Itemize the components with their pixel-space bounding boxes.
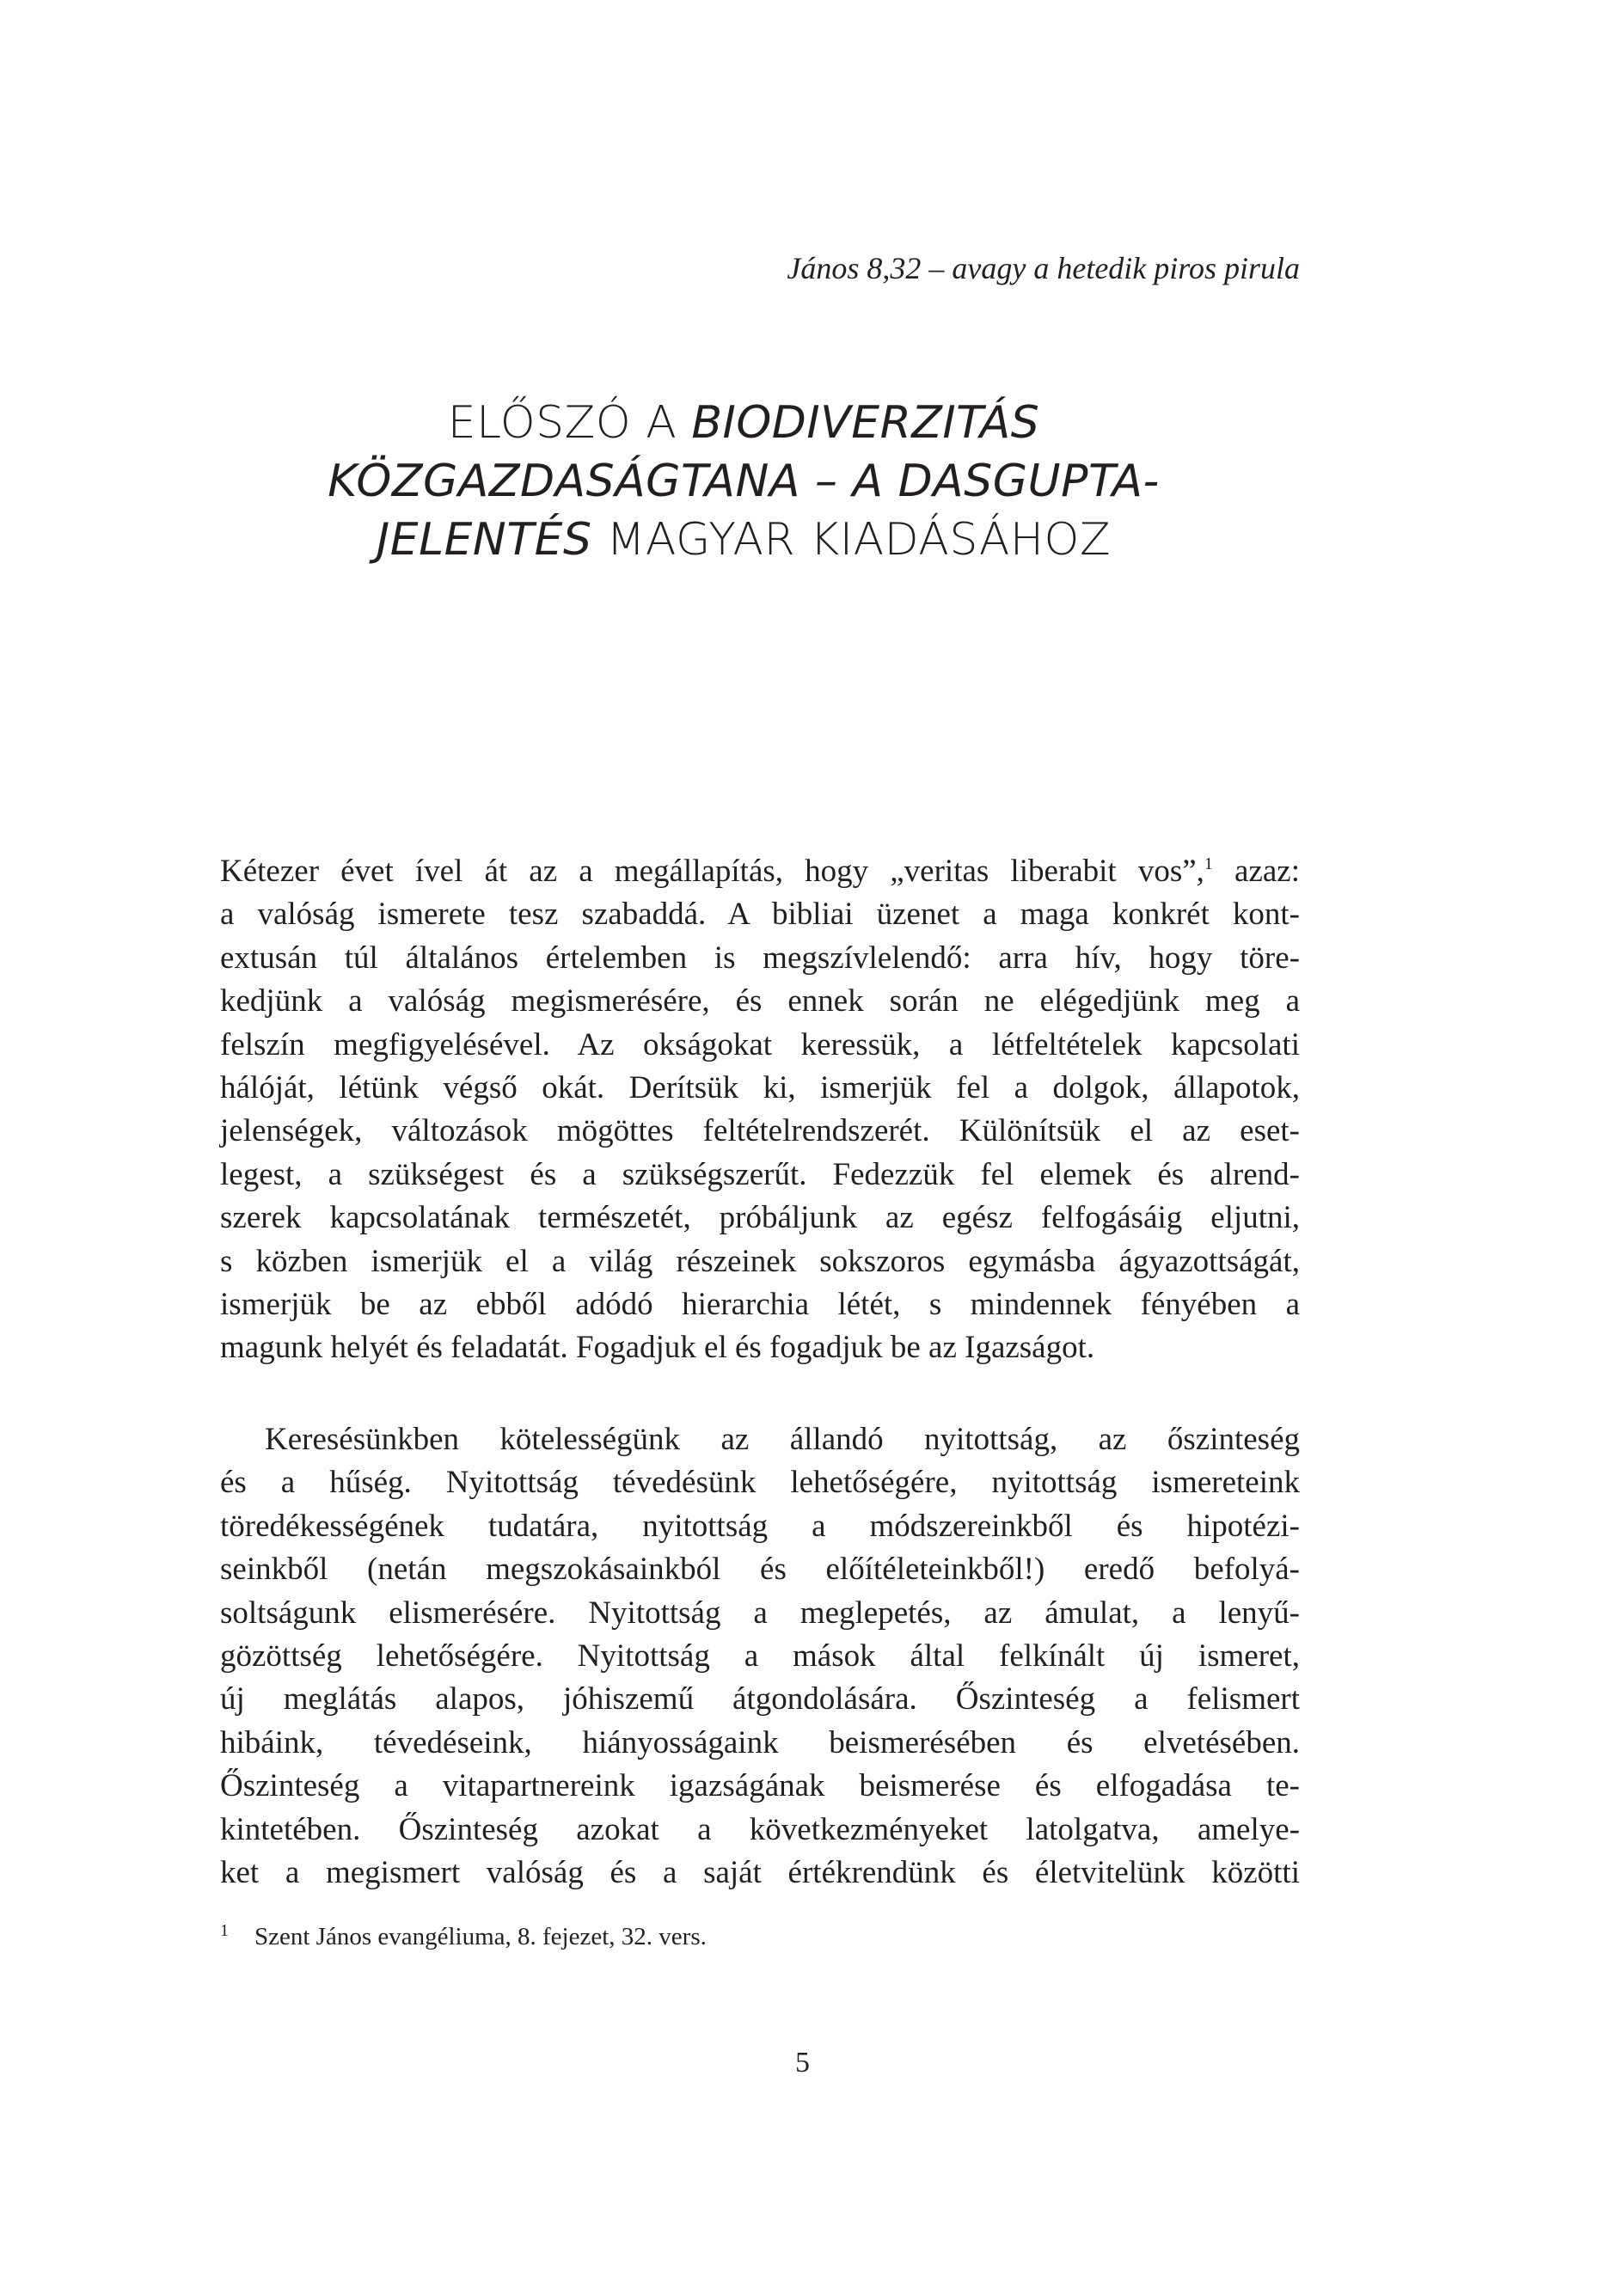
body-text [220,850,1300,1895]
paragraph-2 [220,1418,1300,1895]
page-number: 5 [795,2047,810,2079]
paragraph-line: felszín megfigyelésével. Az okságokat keressük, a létfeltételek kapcsolati [220,1026,1300,1062]
paragraph-line: új meglátás alapos, jóhiszemű átgondolására. Őszinteség a felismert [220,1681,1300,1717]
paragraph-line: Keresésünkben kötelességünk az állandó nyitottság, az őszinteség [265,1421,1300,1457]
title-line-1 [258,394,1229,452]
paragraph-line: kedjünk a valóság megismerésére, és ennek során ne elégedjünk meg a [220,983,1300,1019]
title-line-1-italic: BIODIVERZITÁS [691,397,1040,449]
paragraph-line [220,850,1300,893]
paragraph-1 [220,850,1300,1370]
title-line-2: KÖZGAZDASÁGTANA – A DASGUPTA- [328,456,1160,507]
paragraph-line: soltságunk elismerésére. Nyitottság a meglepetés, az ámulat, a lenyű- [220,1595,1300,1631]
paragraph-line: kintetében. Őszinteség azokat a következményeket latolgatva, amelye- [220,1811,1300,1847]
title-line-3-upright: MAGYAR KIADÁSÁHOZ [591,514,1112,566]
paragraph-line: s közben ismerjük el a világ részeinek sokszoros egymásba ágyazottságát, [220,1243,1300,1279]
paragraph-line: a valóság ismerete tesz szabaddá. A bibliai üzenet a maga konkrét kont- [220,897,1300,933]
paragraph-line: és a hűség. Nyitottság tévedésünk lehetőségére, nyitottság ismereteink [220,1465,1300,1501]
title-line-1-upright: ELŐSZÓ A [447,397,692,449]
footnote-text: Szent János evangéliuma, 8. fejezet, 32. vers. [254,1923,707,1950]
paragraph-line-start: Kétezer évet ível át az a megállapítás, hogy „veritas liberabit vos”, [220,854,1204,889]
footnote-reference: 1 [1204,854,1213,873]
paragraph-line: hibáink, tévedéseink, hiányosságaink beismerésében és elvetésében. [220,1724,1300,1760]
paragraph-line: extusán túl általános értelemben is megszívlelendő: arra hív, hogy töre- [220,940,1300,976]
running-head: János 8,32 – avagy a hetedik piros pirula [787,251,1300,285]
paragraph-line: töredékességének tudatára, nyitottság a módszereinkből és hipotézi- [220,1508,1300,1544]
paragraph-line: szerek kapcsolatának természetét, próbáljunk az egész felfogásáig eljutni, [220,1200,1300,1236]
paragraph-line: magunk helyét és feladatát. Fogadjuk el és fogadjuk be az Igazságot. [220,1330,1095,1366]
paragraph-line: Őszinteség a vitapartnereink igazságának beismerése és elfogadása te- [220,1768,1300,1804]
paragraph-line: jelenségek, változások mögöttes feltételrendszerét. Különítsük el az eset- [220,1113,1300,1149]
paragraph-line: gözöttség lehetőségére. Nyitottság a mások által felkínált új ismeret, [220,1638,1300,1674]
paragraph-line: seinkből (netán megszokásainkból és előítéleteinkből!) eredő befolyá- [220,1552,1300,1588]
paragraph-line-end: azaz: [1212,854,1300,889]
paragraph-line: ket a megismert valóság és a saját értékrendünk és életvitelünk közötti [220,1854,1300,1890]
paragraph-line: ismerjük be az ebből adódó hierarchia létét, s mindennek fényében a [220,1287,1300,1323]
title-line-3 [258,511,1229,569]
chapter-title [258,394,1229,569]
paragraph-line: hálóját, létünk végső okát. Derítsük ki, ismerjük fel a dolgok, állapotok, [220,1070,1300,1106]
title-line-3-italic: JELENTÉS [376,514,592,566]
footnote: 1 Szent János evangéliuma, 8. fejezet, 32. vers. [220,1921,707,1950]
paragraph-line: legest, a szükségest és a szükségszerűt. Fedezzük fel elemek és alrend- [220,1156,1300,1192]
